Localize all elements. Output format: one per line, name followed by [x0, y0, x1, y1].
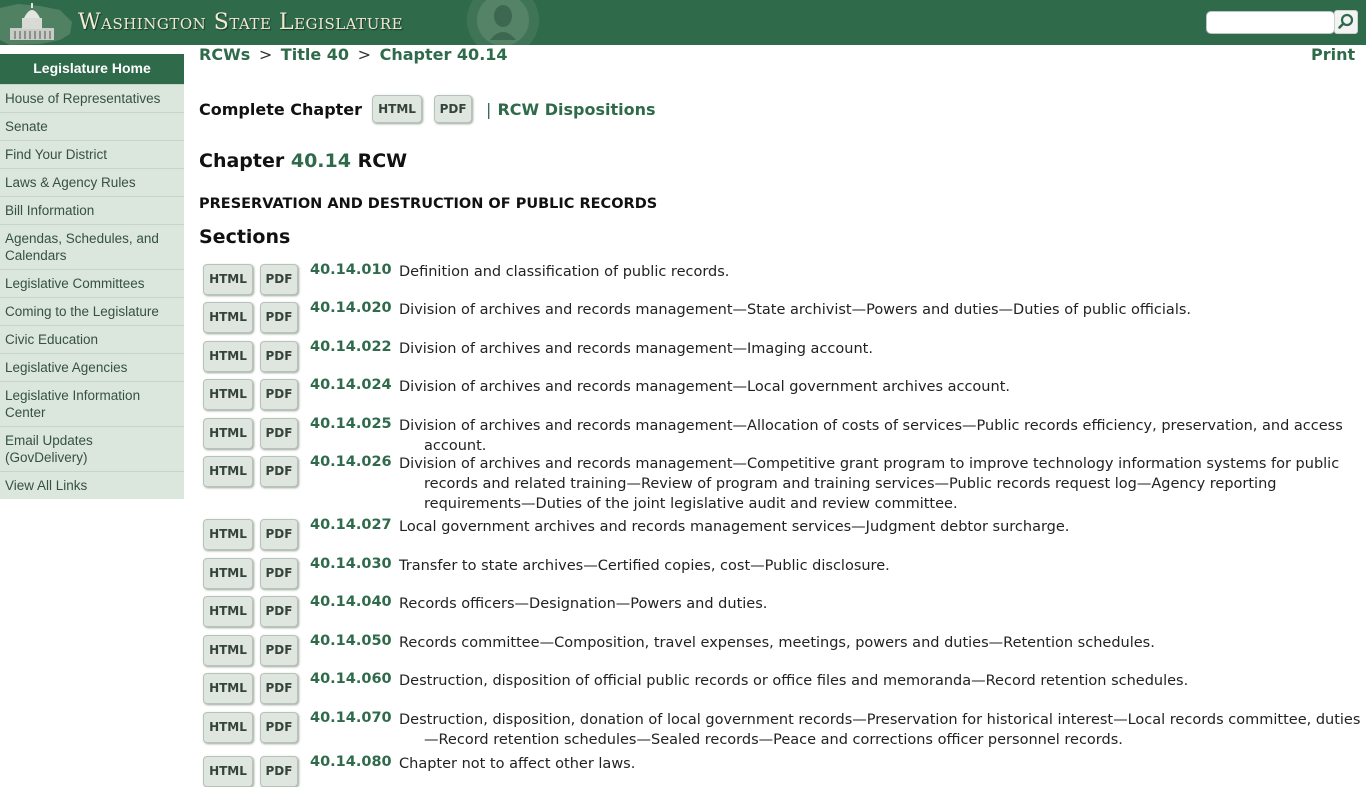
sidebar-item-senate[interactable]: Senate	[0, 112, 184, 140]
section-number-link[interactable]: 40.14.030	[310, 556, 392, 572]
sidebar-item-bill-info[interactable]: Bill Information	[0, 196, 184, 224]
section-html-button[interactable]: HTML	[203, 456, 253, 487]
sidebar-item-committees[interactable]: Legislative Committees	[0, 269, 184, 297]
section-number-link[interactable]: 40.14.010	[310, 262, 392, 278]
sidebar-item-agendas[interactable]: Agendas, Schedules, and Calendars	[0, 224, 184, 269]
section-caption: Records officers—Designation—Powers and duties.	[399, 596, 768, 612]
section-caption: Definition and classification of public records.	[399, 264, 730, 280]
breadcrumb-chapter[interactable]: Chapter 40.14	[379, 45, 508, 64]
sections-heading: Sections	[199, 226, 291, 248]
section-pdf-button[interactable]: PDF	[260, 756, 298, 787]
sidebar-nav	[0, 54, 184, 499]
section-caption: Division of archives and records management—Local government archives account.	[399, 379, 1010, 395]
section-pdf-button[interactable]: PDF	[260, 456, 298, 487]
sidebar-item-laws-rules[interactable]: Laws & Agency Rules	[0, 168, 184, 196]
section-pdf-button[interactable]: PDF	[260, 341, 298, 372]
chapter-prefix: Chapter	[199, 150, 285, 172]
section-number-link[interactable]: 40.14.027	[310, 517, 392, 533]
state-seal-icon	[462, 0, 544, 45]
search-button[interactable]	[1334, 10, 1358, 34]
section-caption: Division of archives and records management—Imaging account.	[399, 341, 873, 357]
sidebar-item-info-center[interactable]: Legislative Information Center	[0, 381, 184, 426]
section-html-button[interactable]: HTML	[203, 596, 253, 627]
section-number-link[interactable]: 40.14.050	[310, 633, 392, 649]
section-caption: Division of archives and records management—State archivist—Powers and duties—Duties of public officials.	[399, 302, 1192, 318]
separator: |	[486, 99, 492, 119]
capitol-icon	[0, 0, 78, 45]
section-pdf-button[interactable]: PDF	[260, 418, 298, 449]
section-caption: Destruction, disposition of official public records or office files and memoranda—Record retention schedules.	[399, 673, 1189, 689]
section-pdf-button[interactable]: PDF	[260, 519, 298, 550]
sidebar-item-civic-education[interactable]: Civic Education	[0, 325, 184, 353]
section-number-link[interactable]: 40.14.080	[310, 754, 392, 770]
section-pdf-button[interactable]: PDF	[260, 264, 298, 295]
section-pdf-button[interactable]: PDF	[260, 673, 298, 704]
sidebar-item-legislature-home[interactable]: Legislature Home	[0, 54, 184, 84]
section-caption: Division of archives and records management—Allocation of costs of services—Public records efficiency, preservation, and access account.	[399, 418, 1343, 454]
breadcrumb	[199, 45, 508, 64]
breadcrumb-title[interactable]: Title 40	[280, 45, 350, 64]
sidebar-item-email-updates[interactable]: Email Updates (GovDelivery)	[0, 426, 184, 471]
chapter-subtitle: PRESERVATION AND DESTRUCTION OF PUBLIC RECORDS	[199, 196, 658, 212]
section-number-link[interactable]: 40.14.024	[310, 377, 392, 393]
section-pdf-button[interactable]: PDF	[260, 635, 298, 666]
section-pdf-button[interactable]: PDF	[260, 558, 298, 589]
search-input[interactable]	[1206, 11, 1335, 34]
chapter-number-link[interactable]: 40.14	[290, 150, 351, 172]
section-caption: Destruction, disposition, donation of local government records—Preservation for historical interest—Local records committee, duties—Record retention schedules—Sealed records—Peace and corrections officer personnel records.	[399, 712, 1361, 748]
section-html-button[interactable]: HTML	[203, 418, 253, 449]
section-html-button[interactable]: HTML	[203, 302, 253, 333]
section-html-button[interactable]: HTML	[203, 558, 253, 589]
breadcrumb-rcws[interactable]: RCWs	[199, 45, 251, 64]
section-caption: Division of archives and records management—Competitive grant program to improve technology information systems for public records and related training—Review of program and training services—Public records request log—Agency reporting requirements—Duties of the joint legislative audit and review committee.	[399, 456, 1340, 512]
section-caption: Local government archives and records management services—Judgment debtor surcharge.	[399, 519, 1070, 535]
section-pdf-button[interactable]: PDF	[260, 596, 298, 627]
section-number-link[interactable]: 40.14.040	[310, 594, 392, 610]
chapter-title	[199, 150, 407, 172]
section-html-button[interactable]: HTML	[203, 379, 253, 410]
section-caption: Chapter not to affect other laws.	[399, 756, 636, 772]
sidebar-item-find-district[interactable]: Find Your District	[0, 140, 184, 168]
section-number-link[interactable]: 40.14.026	[310, 454, 392, 470]
breadcrumb-separator: >	[357, 45, 371, 64]
rcw-dispositions-link[interactable]: RCW Dispositions	[497, 99, 656, 119]
search-icon	[1335, 11, 1357, 33]
chapter-suffix: RCW	[357, 150, 408, 172]
complete-chapter-label: Complete Chapter	[199, 99, 363, 119]
sidebar-item-view-all[interactable]: View All Links	[0, 471, 184, 499]
section-html-button[interactable]: HTML	[203, 635, 253, 666]
section-html-button[interactable]: HTML	[203, 756, 253, 787]
section-caption: Records committee—Composition, travel expenses, meetings, powers and duties—Retention schedules.	[399, 635, 1155, 651]
section-html-button[interactable]: HTML	[203, 673, 253, 704]
breadcrumb-separator: >	[258, 45, 273, 64]
section-number-link[interactable]: 40.14.025	[310, 416, 392, 432]
section-caption: Transfer to state archives—Certified copies, cost—Public disclosure.	[399, 558, 890, 574]
section-number-link[interactable]: 40.14.022	[310, 339, 392, 355]
section-pdf-button[interactable]: PDF	[260, 302, 298, 333]
sidebar-item-agencies[interactable]: Legislative Agencies	[0, 353, 184, 381]
site-header	[0, 0, 1366, 45]
complete-chapter-html-button[interactable]: HTML	[372, 95, 422, 123]
section-number-link[interactable]: 40.14.070	[310, 710, 392, 726]
section-html-button[interactable]: HTML	[203, 519, 253, 550]
site-title[interactable]: Washington State Legislature	[78, 10, 404, 35]
section-number-link[interactable]: 40.14.020	[310, 300, 392, 316]
sidebar-item-coming[interactable]: Coming to the Legislature	[0, 297, 184, 325]
section-number-link[interactable]: 40.14.060	[310, 671, 392, 687]
section-html-button[interactable]: HTML	[203, 264, 253, 295]
complete-chapter-row	[199, 95, 656, 123]
section-html-button[interactable]: HTML	[203, 341, 253, 372]
section-pdf-button[interactable]: PDF	[260, 379, 298, 410]
section-html-button[interactable]: HTML	[203, 712, 253, 743]
sidebar-item-house[interactable]: House of Representatives	[0, 84, 184, 112]
print-link[interactable]: Print	[1311, 45, 1356, 64]
section-pdf-button[interactable]: PDF	[260, 712, 298, 743]
complete-chapter-pdf-button[interactable]: PDF	[434, 95, 472, 123]
